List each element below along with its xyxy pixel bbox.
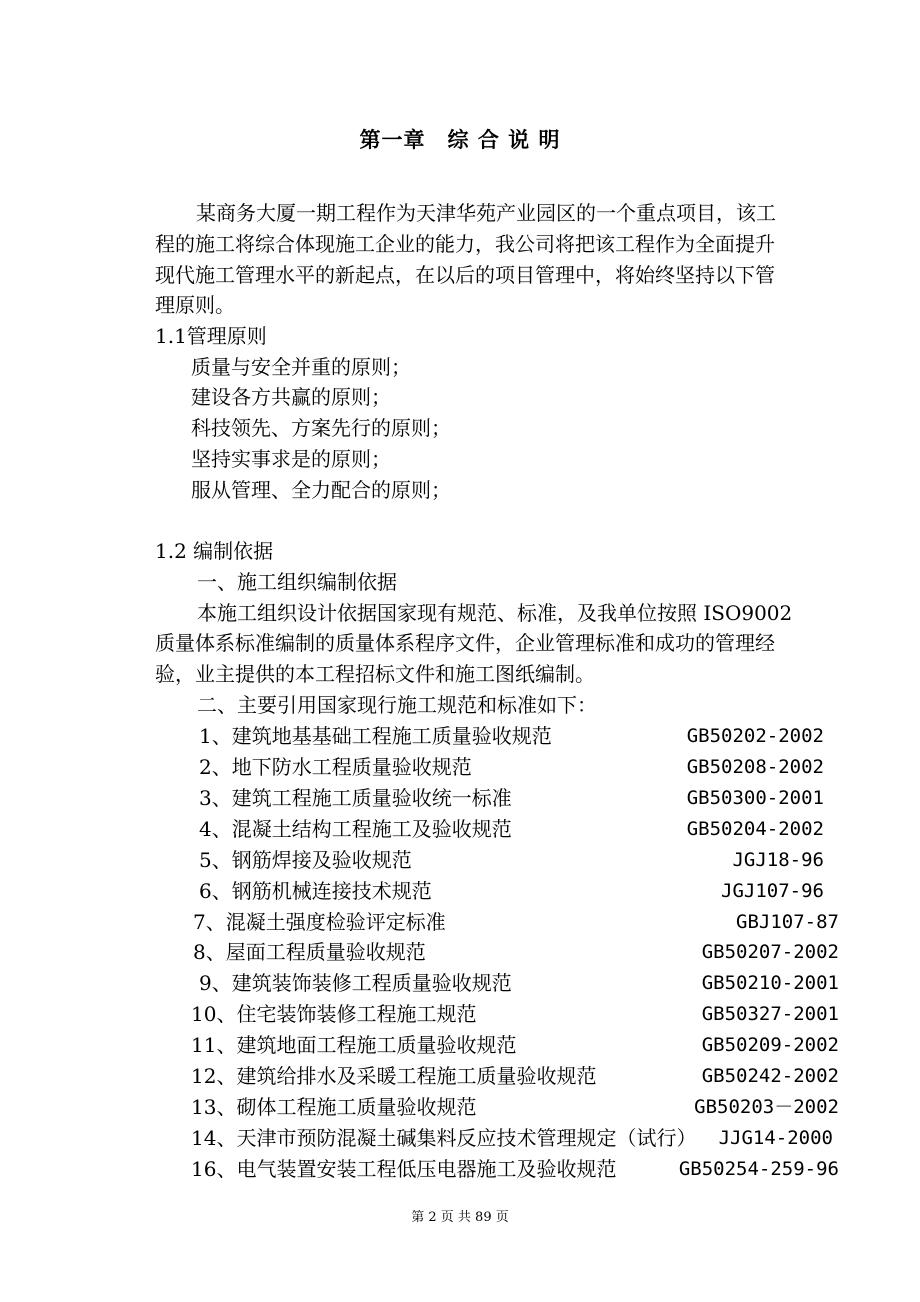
subheading-standards: 二、主要引用国家现行施工规范和标准如下： <box>197 693 597 717</box>
standard-code: GB50203－2002 <box>694 1096 839 1118</box>
intro-line-3: 现代施工管理水平的新起点，在以后的项目管理中，将始终坚持以下管 <box>155 263 775 287</box>
chapter-title: 第一章 综 合 说 明 <box>359 127 561 152</box>
intro-line-2: 程的施工将综合体现施工企业的能力，我公司将把该工程作为全面提升 <box>155 232 775 256</box>
standard-name: 9、建筑装饰装修工程质量验收规范 <box>199 971 512 995</box>
standard-code: GBJ107-87 <box>736 911 839 933</box>
standard-name: 7、混凝土强度检验评定标准 <box>193 910 446 934</box>
intro-line-4: 理原则。 <box>155 293 235 317</box>
basis-line-3: 验，业主提供的本工程招标文件和施工图纸编制。 <box>155 662 595 686</box>
principle-item: 坚持实事求是的原则； <box>191 447 391 471</box>
standard-code: GB50300-2001 <box>686 787 824 809</box>
principle-item: 服从管理、全力配合的原则； <box>191 478 451 502</box>
standard-code: GB50202-2002 <box>686 725 824 747</box>
standard-name: 5、钢筋焊接及验收规范 <box>199 848 412 872</box>
intro-line-1: 某商务大厦一期工程作为天津华苑产业园区的一个重点项目，该工 <box>196 201 776 225</box>
principle-item: 建设各方共赢的原则； <box>191 385 391 409</box>
standard-name: 4、混凝土结构工程施工及验收规范 <box>199 817 512 841</box>
standard-code: GB50204-2002 <box>686 818 824 840</box>
standard-name: 6、钢筋机械连接技术规范 <box>199 879 432 903</box>
standard-name: 1、建筑地基基础工程施工质量验收规范 <box>199 724 552 748</box>
standard-code: GB50208-2002 <box>686 756 824 778</box>
section-heading-1-1: 1.1管理原则 <box>155 324 267 348</box>
principle-item: 质量与安全并重的原则； <box>191 355 411 379</box>
standard-name: 8、屋面工程质量验收规范 <box>193 940 426 964</box>
standard-code: GB50327-2001 <box>701 1003 839 1025</box>
standard-name: 11、建筑地面工程施工质量验收规范 <box>191 1033 517 1057</box>
basis-line-1: 本施工组织设计依据国家现有规范、标准，及我单位按照 ISO9002 <box>197 601 793 625</box>
subheading-basis: 一、施工组织编制依据 <box>197 570 397 594</box>
standard-name: 3、建筑工程施工质量验收统一标准 <box>199 786 512 810</box>
standard-code: JJG14-2000 <box>718 1127 833 1149</box>
standard-name: 2、地下防水工程质量验收规范 <box>199 755 472 779</box>
standard-code: JGJ107-96 <box>721 880 824 902</box>
section-heading-1-2: 1.2 编制依据 <box>155 539 274 563</box>
principle-item: 科技领先、方案先行的原则； <box>191 416 451 440</box>
standard-name: 12、建筑给排水及采暖工程施工质量验收规范 <box>191 1064 597 1088</box>
standard-code: GB50254-259-96 <box>678 1158 839 1180</box>
standard-code: JGJ18-96 <box>732 849 824 871</box>
basis-line-2: 质量体系标准编制的质量体系程序文件，企业管理标准和成功的管理经 <box>155 631 775 655</box>
standard-name: 10、住宅装饰装修工程施工规范 <box>191 1002 477 1026</box>
standard-name: 13、砌体工程施工质量验收规范 <box>191 1095 477 1119</box>
standard-code: GB50210-2001 <box>701 972 839 994</box>
standard-code: GB50209-2002 <box>701 1034 839 1056</box>
page-footer: 第 2 页 共 89 页 <box>411 1210 509 1225</box>
standard-name: 14、天津市预防混凝土碱集料反应技术管理规定（试行） <box>191 1126 697 1150</box>
standard-code: GB50242-2002 <box>701 1065 839 1087</box>
standard-code: GB50207-2002 <box>701 941 839 963</box>
standard-name: 16、电气装置安装工程低压电器施工及验收规范 <box>191 1157 617 1181</box>
